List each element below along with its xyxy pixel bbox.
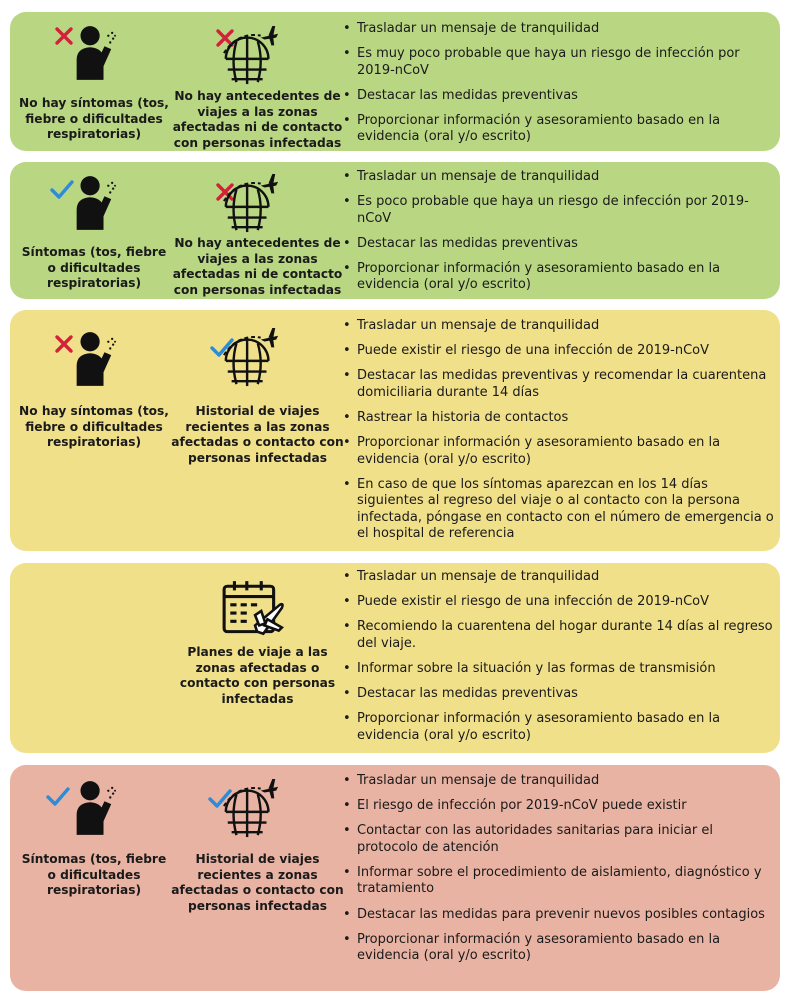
globe-plane-icon xyxy=(220,326,282,388)
list-item: • Destacar las medidas preventivas xyxy=(343,686,775,703)
list-item: • El riesgo de infección por 2019-nCoV puede existir xyxy=(343,798,775,815)
list-item: • Puede existir el riesgo de una infección de 2019-nCoV xyxy=(343,343,775,360)
check-mark-icon xyxy=(46,787,70,807)
globe-plane-icon xyxy=(220,777,282,839)
list-item: • En caso de que los síntomas aparezcan en los 14 días siguientes al regreso del viaje o al contacto con la persona infectada, póngase en contacto con el número de emergencia o el hospital de referencia xyxy=(343,477,775,543)
list-item: • Trasladar un mensaje de tranquilidad xyxy=(343,169,775,186)
travel-label: No hay antecedentes de viajes a las zonas afectadas ni de contacto con personas infectadas xyxy=(172,236,343,297)
list-item: • Proporcionar información y asesoramiento basado en la evidencia (oral y/o escrito) xyxy=(343,711,775,744)
globe-plane-icon xyxy=(220,172,282,234)
symptoms-label: Síntomas (tos, fiebre o dificultades respiratorias) xyxy=(21,852,167,897)
list-item: • Destacar las medidas preventivas xyxy=(343,88,775,105)
list-item: • Contactar con las autoridades sanitarias para iniciar el protocolo de atención xyxy=(343,823,775,856)
globe-plane-icon xyxy=(220,24,282,86)
list-item: • Informar sobre la situación y las formas de transmisión xyxy=(343,661,775,678)
travel-label: No hay antecedentes de viajes a las zonas afectadas ni de contacto con personas infectadas xyxy=(172,89,343,150)
scenario-card-3 xyxy=(10,310,780,551)
coughing-person-icon xyxy=(68,330,116,388)
travel-plans-label: Planes de viaje a las zonas afectadas o contacto con personas infectadas xyxy=(179,645,336,706)
list-item: • Informar sobre el procedimiento de aislamiento, diagnóstico y tratamiento xyxy=(343,865,775,898)
scenario-card-2 xyxy=(10,162,780,299)
coughing-person-icon xyxy=(68,174,116,232)
recommendations-list xyxy=(343,773,775,973)
calendar-plane-icon xyxy=(220,578,286,644)
travel-label: Historial de viajes recientes a zonas afectadas o contacto con personas infectadas xyxy=(171,852,344,913)
list-item: • Trasladar un mensaje de tranquilidad xyxy=(343,773,775,790)
list-item: • Trasladar un mensaje de tranquilidad xyxy=(343,569,775,586)
scenario-card-4 xyxy=(10,563,780,753)
list-item: • Destacar las medidas preventivas y recomendar la cuarentena domiciliaria durante 14 días xyxy=(343,368,775,401)
list-item: • Recomiendo la cuarentena del hogar durante 14 días al regreso del viaje. xyxy=(343,619,775,652)
list-item: • Trasladar un mensaje de tranquilidad xyxy=(343,21,775,38)
list-item: • Es poco probable que haya un riesgo de infección por 2019-nCoV xyxy=(343,194,775,227)
list-item: • Destacar las medidas preventivas xyxy=(343,236,775,253)
coughing-person-icon xyxy=(68,24,116,82)
list-item: • Rastrear la historia de contactos xyxy=(343,410,775,427)
list-item: • Es muy poco probable que haya un riesgo de infección por 2019-nCoV xyxy=(343,46,775,79)
symptoms-label: No hay síntomas (tos, fiebre o dificultades respiratorias) xyxy=(19,96,169,141)
coughing-person-icon xyxy=(68,779,116,837)
recommendations-list xyxy=(343,569,775,753)
recommendations-list xyxy=(343,21,775,155)
scenario-card-1 xyxy=(10,12,780,151)
symptoms-label: Síntomas (tos, fiebre o dificultades respiratorias) xyxy=(21,245,167,290)
scenario-card-5 xyxy=(10,765,780,991)
list-item: • Proporcionar información y asesoramiento basado en la evidencia (oral y/o escrito) xyxy=(343,932,775,965)
list-item: • Proporcionar información y asesoramiento basado en la evidencia (oral y/o escrito) xyxy=(343,113,775,146)
recommendations-list xyxy=(343,318,775,552)
list-item: • Destacar las medidas para prevenir nuevos posibles contagios xyxy=(343,907,775,924)
list-item: • Proporcionar información y asesoramiento basado en la evidencia (oral y/o escrito) xyxy=(343,261,775,294)
recommendations-list xyxy=(343,169,775,303)
list-item: • Puede existir el riesgo de una infección de 2019-nCoV xyxy=(343,594,775,611)
list-item: • Proporcionar información y asesoramiento basado en la evidencia (oral y/o escrito) xyxy=(343,435,775,468)
symptoms-label: No hay síntomas (tos, fiebre o dificultades respiratorias) xyxy=(19,404,169,449)
travel-label: Historial de viajes recientes a las zonas afectadas o contacto con personas infectadas xyxy=(171,404,344,465)
list-item: • Trasladar un mensaje de tranquilidad xyxy=(343,318,775,335)
